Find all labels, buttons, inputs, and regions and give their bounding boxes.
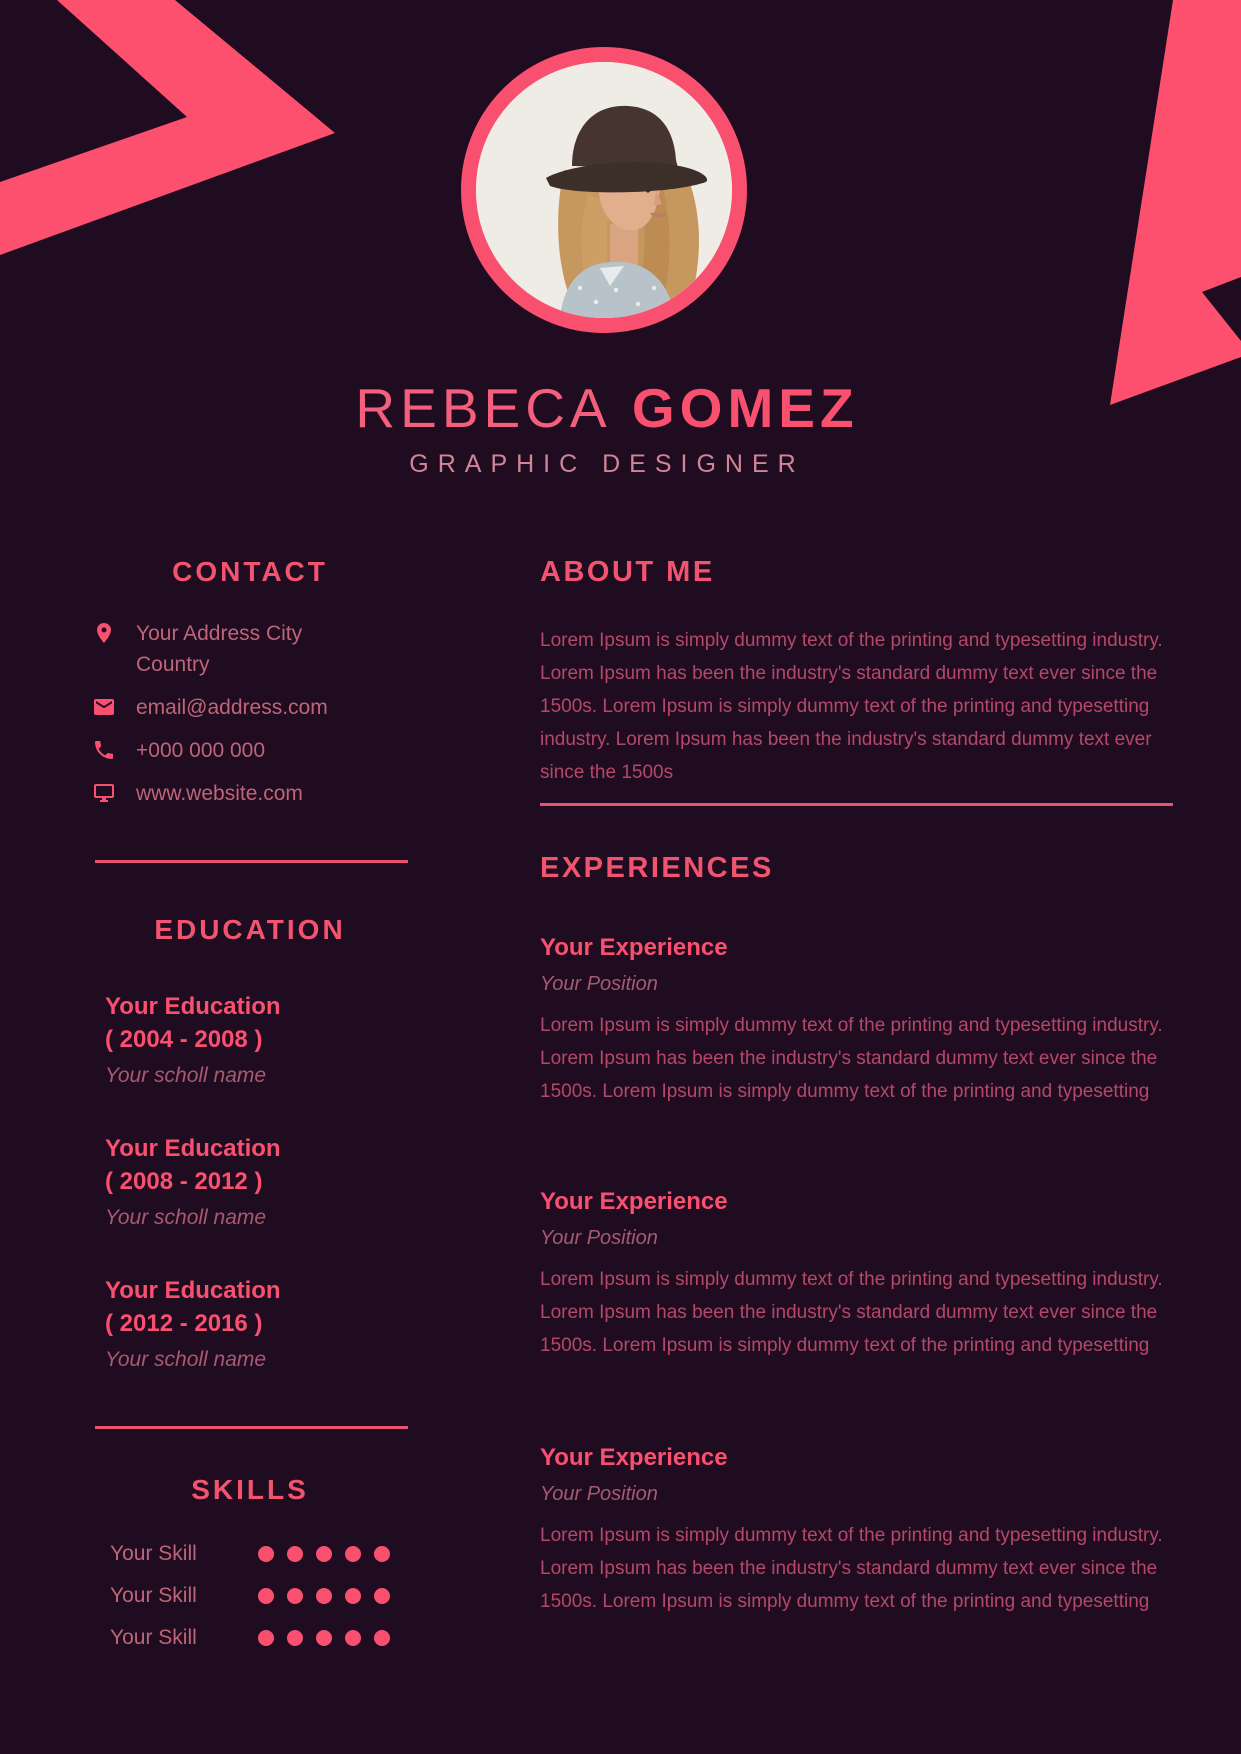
about-me-heading: ABOUT ME (540, 556, 715, 588)
skill-level-dots (258, 1546, 390, 1562)
sidebar-divider-1 (95, 860, 408, 863)
education-years: ( 2004 - 2008 ) (105, 1026, 263, 1053)
education-item (105, 1274, 415, 1372)
skill-level-dots (258, 1588, 390, 1604)
last-name: GOMEZ (631, 377, 859, 439)
skill-row (110, 1622, 390, 1653)
education-years: ( 2008 - 2012 ) (105, 1168, 263, 1195)
skills-list (110, 1538, 390, 1664)
skill-dot (287, 1630, 303, 1646)
experience-item (540, 934, 1190, 1108)
skill-dot (316, 1546, 332, 1562)
skill-level-dots (258, 1630, 390, 1646)
education-heading: EDUCATION (154, 914, 346, 945)
experience-position: Your Position (540, 1227, 658, 1249)
skill-label: Your Skill (110, 1625, 197, 1649)
education-item (105, 990, 415, 1088)
skill-dot (316, 1630, 332, 1646)
skill-dot (345, 1546, 361, 1562)
skill-dot (287, 1546, 303, 1562)
envelope-icon (92, 695, 116, 719)
location-pin-icon (92, 621, 116, 645)
top-right-chevron-shape (1110, 0, 1241, 405)
contact-website-text (136, 778, 303, 809)
skill-dot (287, 1588, 303, 1604)
first-name: REBECA (355, 377, 612, 439)
contact-item-email (92, 692, 432, 723)
website-value: www.website.com (136, 782, 303, 805)
experience-title: Your Experience (540, 1188, 728, 1215)
education-title: Your Education (105, 993, 281, 1020)
experience-text: Lorem Ipsum is simply dummy text of the printing and typesetting industry. Lorem Ipsum has been the industry's standard dummy text ever since the 1500s. Lorem Ipsum is simply dummy text of the printing and typesetting (540, 1269, 1163, 1356)
education-title: Your Education (105, 1277, 281, 1304)
experience-item (540, 1188, 1190, 1362)
education-school: Your scholl name (105, 1064, 267, 1087)
person-name (0, 376, 1214, 440)
contact-address-text (136, 618, 302, 680)
education-title: Your Education (105, 1135, 281, 1162)
sidebar-divider-2 (95, 1426, 408, 1429)
skill-dot (374, 1588, 390, 1604)
profile-photo (461, 47, 747, 333)
contact-item-phone (92, 735, 432, 766)
skill-dot (258, 1630, 274, 1646)
skill-dot (316, 1588, 332, 1604)
contact-email-text (136, 692, 328, 723)
skill-dot (374, 1630, 390, 1646)
job-title: GRAPHIC DESIGNER (409, 450, 805, 478)
about-me-text: Lorem Ipsum is simply dummy text of the printing and typesetting industry. Lorem Ipsum has been the industry's standard dummy text ever since the 1500s. Lorem Ipsum is simply dummy text of the printing and typesetting industry. Lorem Ipsum has been the industry's standard dummy text ever since the 1500s (540, 630, 1163, 783)
about-divider (540, 803, 1173, 806)
skill-dot (258, 1588, 274, 1604)
education-item (105, 1132, 415, 1230)
contact-phone-text (136, 735, 265, 766)
address-line-2: Country (136, 653, 210, 676)
address-line-1: Your Address City (136, 622, 303, 645)
top-left-chevron-shape (0, 0, 335, 255)
contact-item-website (92, 778, 432, 809)
contact-list (92, 618, 432, 821)
experience-position: Your Position (540, 973, 658, 995)
monitor-icon (92, 781, 116, 805)
skill-row (110, 1538, 390, 1569)
skill-label: Your Skill (110, 1541, 197, 1565)
skill-label: Your Skill (110, 1583, 197, 1607)
experience-position: Your Position (540, 1483, 658, 1505)
skill-dot (374, 1546, 390, 1562)
contact-heading: CONTACT (172, 556, 328, 587)
contact-item-address (92, 618, 432, 680)
education-list (105, 990, 415, 1416)
education-years: ( 2012 - 2016 ) (105, 1310, 263, 1337)
experiences-heading: EXPERIENCES (540, 852, 774, 884)
phone-icon (92, 738, 116, 762)
profile-photo-illustration (476, 62, 732, 318)
skills-heading: SKILLS (191, 1474, 309, 1505)
education-school: Your scholl name (105, 1348, 267, 1371)
skill-dot (345, 1588, 361, 1604)
education-school: Your scholl name (105, 1206, 267, 1229)
skill-dot (258, 1546, 274, 1562)
email-value: email@address.com (136, 696, 328, 719)
phone-value: +000 000 000 (136, 739, 266, 762)
experience-title: Your Experience (540, 1444, 728, 1471)
experience-item (540, 1444, 1190, 1618)
experience-title: Your Experience (540, 934, 728, 961)
skill-dot (345, 1630, 361, 1646)
experience-text: Lorem Ipsum is simply dummy text of the printing and typesetting industry. Lorem Ipsum has been the industry's standard dummy text ever since the 1500s. Lorem Ipsum is simply dummy text of the printing and typesetting (540, 1525, 1163, 1612)
skill-row (110, 1580, 390, 1611)
experience-text: Lorem Ipsum is simply dummy text of the printing and typesetting industry. Lorem Ipsum has been the industry's standard dummy text ever since the 1500s. Lorem Ipsum is simply dummy text of the printing and typesetting (540, 1015, 1163, 1102)
